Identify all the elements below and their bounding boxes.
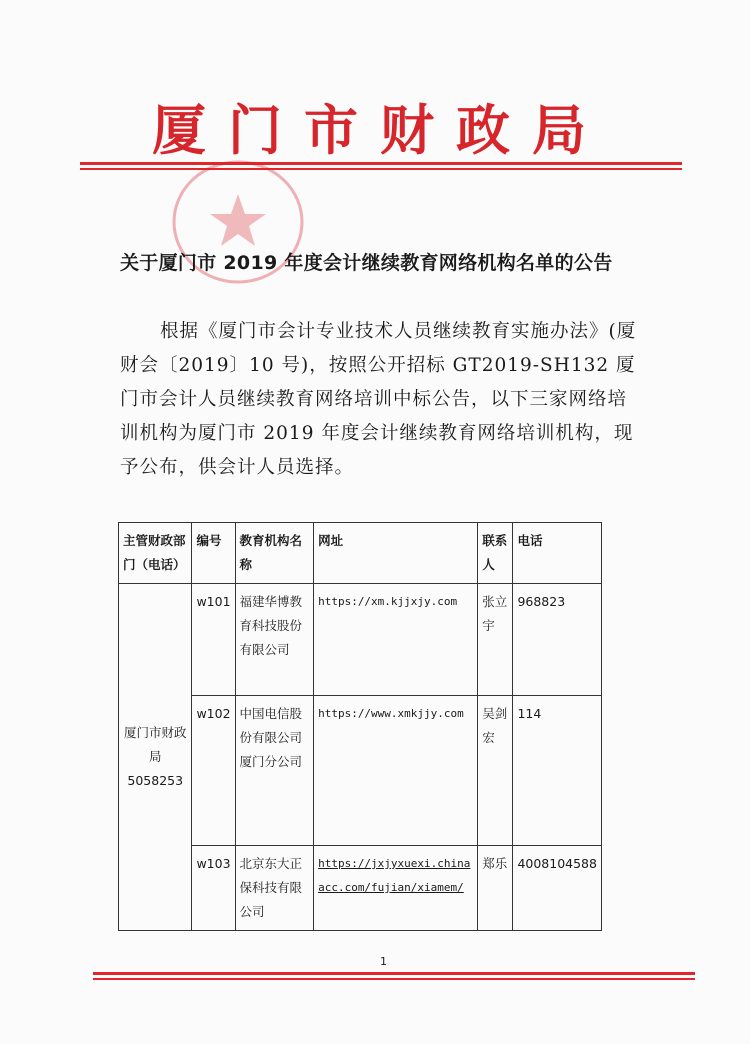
footer-rule-thin	[93, 978, 695, 980]
page-number: 1	[380, 955, 387, 968]
contact-cell: 吴剑宏	[478, 696, 513, 846]
footer-rule	[93, 972, 695, 975]
header-phone: 电话	[513, 523, 602, 584]
document-title: 关于厦门市 2019 年度会计继续教育网络机构名单的公告	[120, 252, 613, 274]
url-cell: https://www.xmkjjy.com	[314, 696, 478, 846]
phone-cell: 114	[513, 696, 602, 846]
url-cell[interactable]	[314, 846, 478, 931]
phone-cell: 4008104588	[513, 846, 602, 931]
phone-cell: 968823	[513, 584, 602, 696]
header-contact: 联系人	[478, 523, 513, 584]
url-link[interactable]: https://jxjyxuexi.chinaacc.com/fujian/xiamem/	[318, 857, 471, 894]
code-cell: w103	[192, 846, 235, 931]
code-cell: w101	[192, 584, 235, 696]
dept-cell: 厦门市财政局5058253	[119, 584, 192, 931]
letterhead: 厦门市财政局	[152, 98, 608, 162]
table-header-row	[119, 523, 602, 584]
contact-cell: 张立宇	[478, 584, 513, 696]
contact-cell: 郑乐	[478, 846, 513, 931]
header-dept: 主管财政部门（电话）	[119, 523, 192, 584]
name-cell: 福建华博教育科技股份有限公司	[235, 584, 314, 696]
header-code: 编号	[192, 523, 235, 584]
name-cell: 北京东大正保科技有限公司	[235, 846, 314, 931]
code-cell: w102	[192, 696, 235, 846]
name-cell: 中国电信股份有限公司厦门分公司	[235, 696, 314, 846]
header-name: 教育机构名称	[235, 523, 314, 584]
header-url: 网址	[314, 523, 478, 584]
body-paragraph: 根据《厦门市会计专业技术人员继续教育实施办法》(厦财会〔2019〕10 号)，按照公开招标 GT2019-SH132 厦门市会计人员继续教育网络培训中标公告，以下三家网络培训机构为厦门市 2019 年度会计继续教育网络培训机构，现予公布，供会计人员选择。	[120, 321, 637, 478]
url-cell: https://xm.kjjxjy.com	[314, 584, 478, 696]
institution-table	[118, 522, 602, 931]
table-row	[119, 584, 602, 696]
